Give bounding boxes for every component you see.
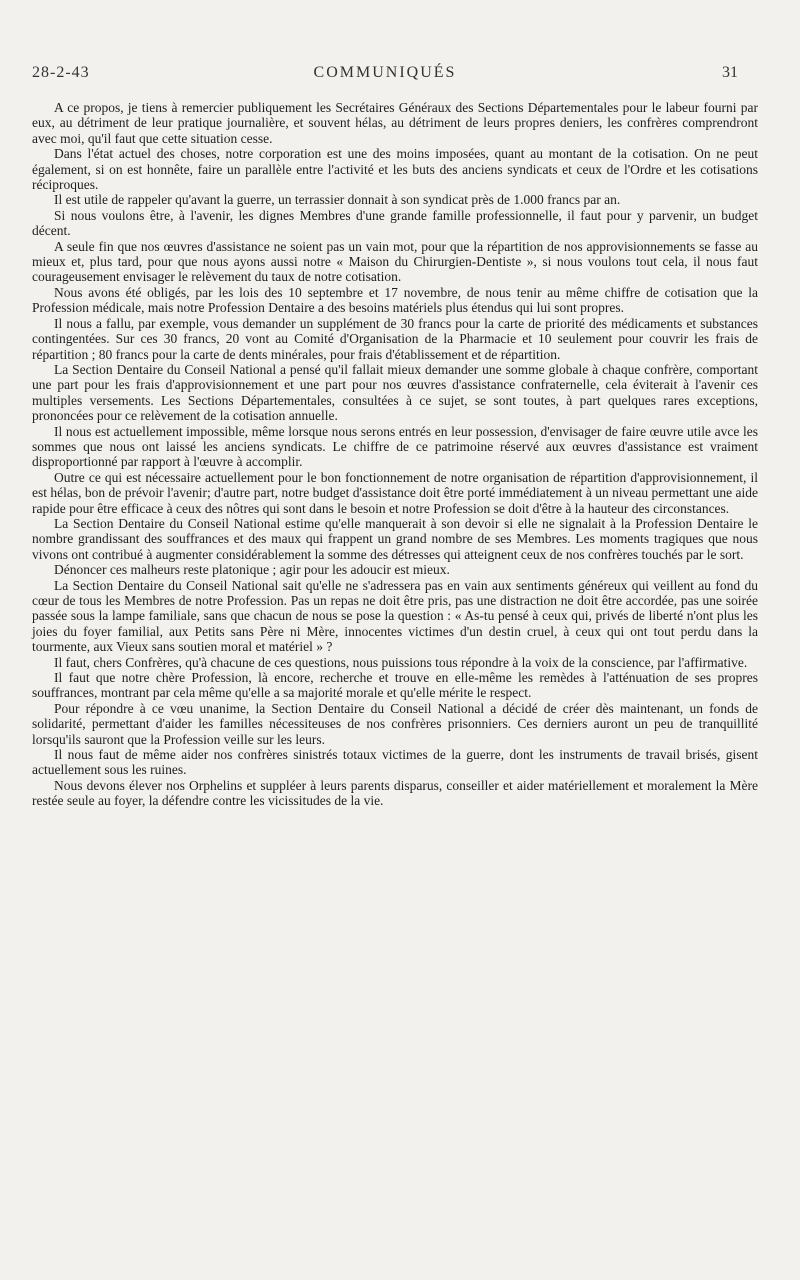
paragraph: Il est utile de rappeler qu'avant la guerre, un terrassier donnait à son syndicat près de 1.000 francs par an. xyxy=(54,192,621,208)
paragraph: Nous avons été obligés, par les lois des 10 septembre et 17 novembre, de nous tenir au même chiffre de cotisation que la Profession médicale, mais notre Profession Dentaire a des besoins matériels plus étendus qui lui sont propres. xyxy=(32,284,758,316)
paragraph: La Section Dentaire du Conseil National sait qu'elle ne s'adressera pas en vain aux sentiments généreux qui veillent au fond du cœur de tous les Membres de notre Profession. Pas un repas ne doit être pris, pas une distraction ne doit être accordée, pas une soirée passée sous la lampe familiale, sans que chacun de nous se pose la question : « As-tu pensé à ceux qui, privés de liberté n'ont plus les joies du foyer familial, aux Petits sans Père ni Mère, innocentes victimes d'un destin cruel, à ceux qui ont tout perdu dans la tourmente, aux Vieux sans soutien moral et matériel » ? xyxy=(32,577,758,655)
paragraph: A seule fin que nos œuvres d'assistance ne soient pas un vain mot, pour que la répartition de nos approvisionnements se fasse au mieux et, plus tard, pour que nous ayons aussi notre « Maison du Chirurgien-Dentiste », si nous voulons tout cela, il nous faut courageusement envisager le relèvement du taux de notre cotisation. xyxy=(32,238,758,285)
paragraph: La Section Dentaire du Conseil National a pensé qu'il fallait mieux demander une somme globale à chaque confrère, comportant une part pour les frais d'approvisionnement et une part pour nos œuvres d'assistance confraternelle, cela éviterait à l'avenir ces multiples versements. Les Sections Départementales, consultées à ce sujet, se sont toutes, à part quelques rares exceptions, prononcées pour ce relèvement de la cotisation annuelle. xyxy=(32,361,758,424)
header-date: 28-2-43 xyxy=(32,64,90,81)
paragraph: Il nous est actuellement impossible, même lorsque nous serons entrés en leur possession, d'envisager de faire œuvre utile avce les sommes que nous ont laissé les anciens syndicats. Le chiffre de ce patrimoine réservé aux œuvres d'assistance est vraiment disproportionné par rapport à l'œuvre à accomplir. xyxy=(32,423,758,470)
paragraph: Si nous voulons être, à l'avenir, les dignes Membres d'une grande famille professionnelle, il faut pour y parvenir, un budget décent. xyxy=(32,207,758,239)
paragraph: Il faut, chers Confrères, qu'à chacune de ces questions, nous puissions tous répondre à la voix de la conscience, par l'affirmative. xyxy=(54,654,748,670)
paragraph: Il faut que notre chère Profession, là encore, recherche et trouve en elle-même les remèdes à l'atténuation de ses propres souffrances, montrant par cela même qu'elle a sa majorité morale et qu'elle mérite le respect. xyxy=(32,670,758,701)
page-header xyxy=(32,64,738,88)
header-page-number: 31 xyxy=(722,64,738,81)
paragraph: Il nous faut de même aider nos confrères sinistrés totaux victimes de la guerre, dont les instruments de travail brisés, gisent actuellement sous les ruines. xyxy=(32,747,758,778)
paragraph: Dénoncer ces malheurs reste platonique ; agir pour les adoucir est mieux. xyxy=(54,562,450,578)
paragraph: Il nous a fallu, par exemple, vous demander un supplément de 30 francs pour la carte de priorité des médicaments et substances contingentées. Sur ces 30 francs, 20 vont au Comité d'Organisation de la Pharmacie et 10 seulement pour couvrir les frais de répartition ; 80 francs pour la carte de dents minérales, pour frais d'établissement et de répartition. xyxy=(32,315,758,362)
paragraph: Nous devons élever nos Orphelins et suppléer à leurs parents disparus, conseiller et aider matériellement et moralement la Mère restée seule au foyer, la défendre contre les vicissitudes de la vie. xyxy=(32,777,758,809)
body-text xyxy=(32,100,758,809)
paragraph: La Section Dentaire du Conseil National estime qu'elle manquerait à son devoir si elle ne signalait à la Profession Dentaire le nombre grandissant des souffrances et des maux qui frappent un grand nombre de ses Membres. Les moments tragiques que nous vivons ont contribué à augmenter considérablement la somme des détresses qui atteignent ceux de nos confrères touchés par le sort. xyxy=(32,515,758,562)
paragraph: A ce propos, je tiens à remercier publiquement les Secrétaires Généraux des Sections Départementales pour le labeur fourni par eux, au détriment de leur pratique journalière, et souvent hélas, au détriment de leurs propres deniers, les confrères comprendront avec moi, qu'il faut que cette situation cesse. xyxy=(32,100,758,146)
header-section-title: COMMUNIQUÉS xyxy=(313,64,457,81)
paragraph: Dans l'état actuel des choses, notre corporation est une des moins imposées, quant au montant de la cotisation. On ne peut également, si on est honnête, faire un parallèle entre l'activité et les buts des anciens syndicats et ceux de l'Ordre et les cotisations réciproques. xyxy=(32,146,758,193)
paragraph: Pour répondre à ce vœu unanime, la Section Dentaire du Conseil National a décidé de créer dès maintenant, un fonds de solidarité, permettant d'aider les familles nécessiteuses de nos confrères prisonniers. Ces derniers auront un peu de tranquillité lorsqu'ils sauront que la Profession veille sur les leurs. xyxy=(32,700,758,747)
paragraph: Outre ce qui est nécessaire actuellement pour le bon fonctionnement de notre organisation de répartition d'approvisionnement, il est hélas, bon de prévoir l'avenir; d'autre part, notre budget d'assistance doit être porté immédiatement à un niveau permettant une aide rapide pour être efficace à ceux des nôtres qui sont dans le besoin et notre Profession se doit d'être à la hauteur des circonstances. xyxy=(32,469,758,516)
